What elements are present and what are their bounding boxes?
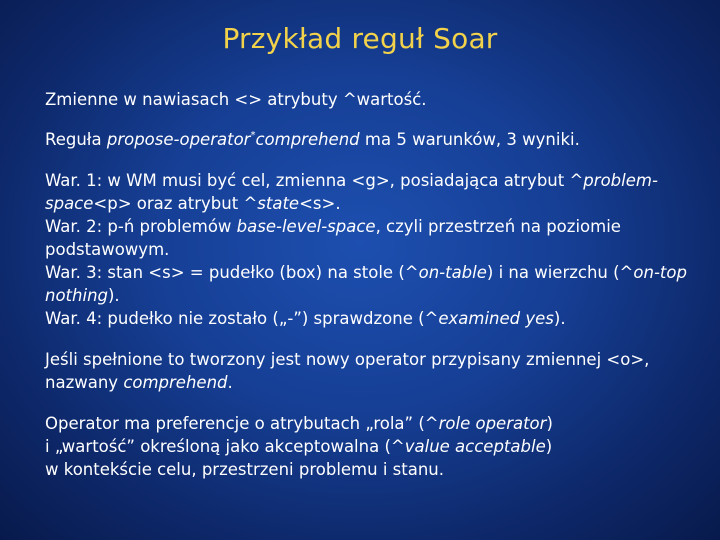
operator-name: comprehend [123,373,228,392]
attribute-state: state [257,194,300,213]
attribute-value: value acceptable [404,437,546,456]
slide-title: Przykład reguł Soar [222,22,498,55]
text: w kontekście celu, przestrzeni problemu i stanu. [45,460,444,479]
attribute-problem-space: ^problem-space [45,171,658,213]
text: . [227,373,233,392]
text: ) [545,437,553,456]
paragraph-preferences [45,412,705,481]
text: ). [108,286,120,305]
paragraph-variables: Zmienne w nawiasach <> atrybuty ^wartość. [45,90,427,109]
condition-1 [45,169,705,215]
slide-content [45,88,705,481]
condition-4 [45,307,705,330]
text: <s>. [299,194,341,213]
text: ) [546,414,553,433]
value-base-level-space: base-level-space [236,217,376,236]
text: ). [553,309,566,328]
text: War. 4: pudełko nie zostało („-”) sprawdzone (^ [45,309,439,328]
text: ) i na wierzchu (^ [486,263,634,282]
condition-2 [45,215,705,261]
text: , czyli przestrzeń na poziomie podstawowym. [45,217,621,259]
paragraph-rule-summary [45,128,705,151]
attribute-examined: examined yes [438,309,554,328]
attribute-role: role operator [438,414,547,433]
text: <p> oraz atrybut ^ [93,194,258,213]
attribute-on-table: on-table [418,263,487,282]
text: Jeśli spełnione to tworzony jest nowy operator przypisany zmiennej <o>, nazwany [45,350,650,392]
text: ma 5 warunków, 3 wyniki. [359,130,580,149]
paragraph-new-operator [45,348,705,394]
text: Reguła [45,130,107,149]
text: War. 1: w WM musi być cel, zmienna <g>, posiadająca atrybut [45,171,570,190]
asterisk: * [250,129,256,141]
rule-name-part1: propose-operator [106,130,251,149]
text: i „wartość” określoną jako akceptowalna (^ [45,437,405,456]
attribute-on-top: on-top nothing [45,263,687,305]
condition-3 [45,261,705,307]
text: Operator ma preferencje o atrybutach „rola” (^ [45,414,439,433]
rule-name-part2: comprehend [255,130,360,149]
text: War. 2: p-ń problemów [45,217,237,236]
text: War. 3: stan <s> = pudełko (box) na stole (^ [45,263,419,282]
